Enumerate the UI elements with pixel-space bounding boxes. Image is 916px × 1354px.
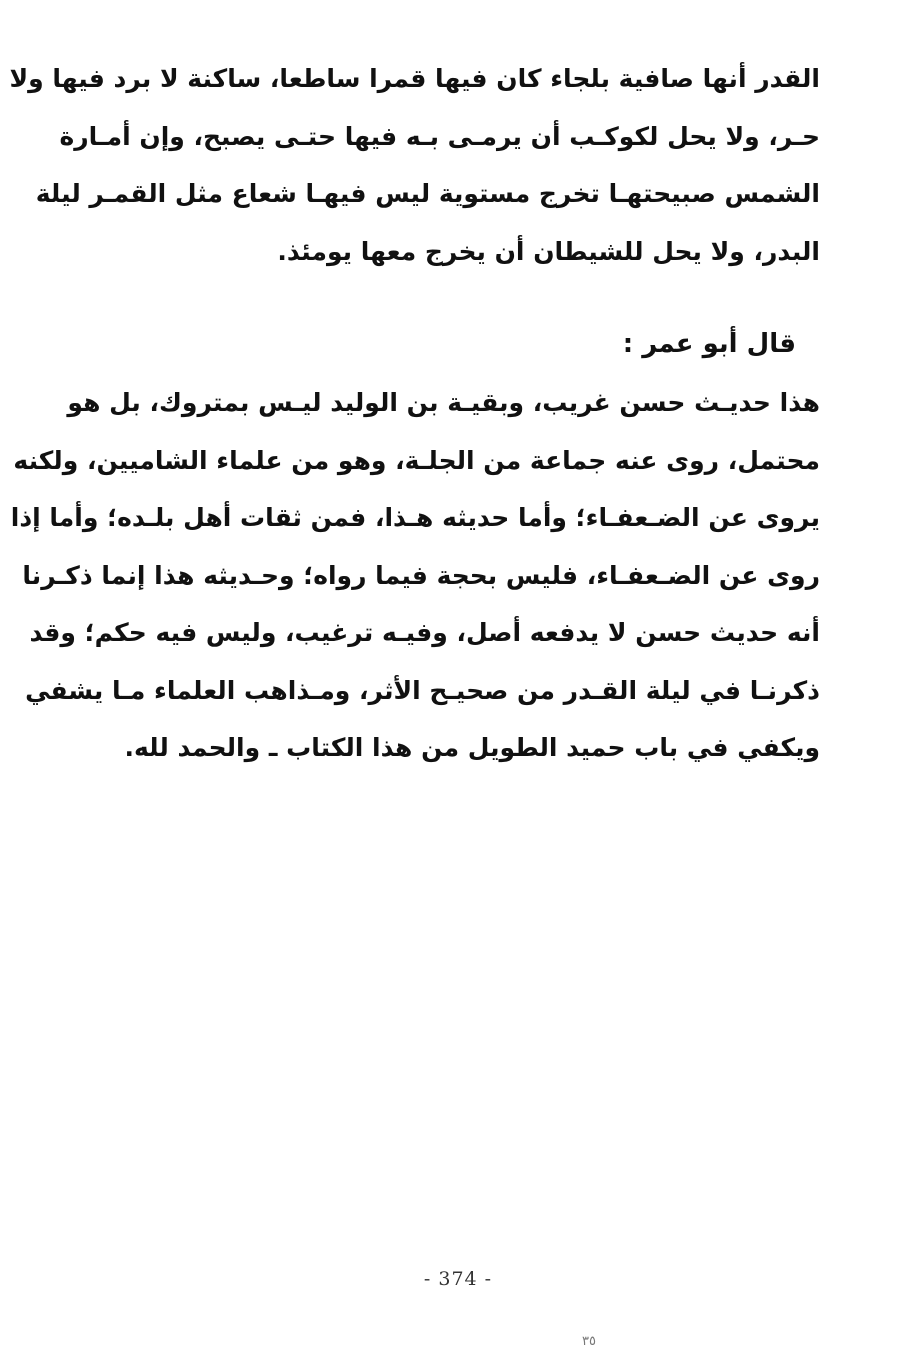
page-footer-mark: ٣٥ xyxy=(582,1334,596,1349)
section-heading: قال أبو عمر : xyxy=(622,329,796,359)
paragraph-line: يروى عن الضـعفـاء؛ وأما حديثه هـذا، فمن ثقات أهل بلـده؛ وأما إذا xyxy=(10,503,820,532)
paragraph-line: ذكرنـا في ليلة القـدر من صحيـح الأثر، ومـذاهب العلماء مـا يشفي xyxy=(25,675,820,705)
paragraph-1 xyxy=(9,50,820,280)
paragraph-line: حـر، ولا يحل لكوكـب أن يرمـى بـه فيها حتـى يصبح، وإن أمـارة xyxy=(59,121,820,151)
paragraph-2 xyxy=(10,374,820,777)
paragraph-line: روى عن الضـعفـاء، فليس بحجة فيما رواه؛ وحـديثه هذا إنما ذكـرنا xyxy=(22,560,820,590)
paragraph-line: الشمس صبيحتهـا تخرج مستوية ليس فيهـا شعاع مثل القمـر ليلة xyxy=(35,179,820,208)
paragraph-line: ويكفي في باب حميد الطويل من هذا الكتاب ـ والحمد لله. xyxy=(124,733,820,762)
paragraph-line: أنه حديث حسن لا يدفعه أصل، وفيـه ترغيب، وليس فيه حكم؛ وقد xyxy=(29,618,820,647)
paragraph-line: محتمل، روى عنه جماعة من الجلـة، وهو من علماء الشاميين، ولكنه xyxy=(13,445,820,475)
paragraph-line: القدر أنها صافية بلجاء كان فيها قمرا ساطعا، ساكنة لا برد فيها ولا xyxy=(9,64,820,93)
paragraph-line: هذا حديـث حسن غريب، وبقيـة بن الوليد ليـس بمتروك، بل هو xyxy=(67,388,820,417)
page-number: - 374 - xyxy=(423,1268,493,1290)
paragraph-line: البدر، ولا يحل للشيطان أن يخرج معها يومئذ. xyxy=(277,236,820,266)
